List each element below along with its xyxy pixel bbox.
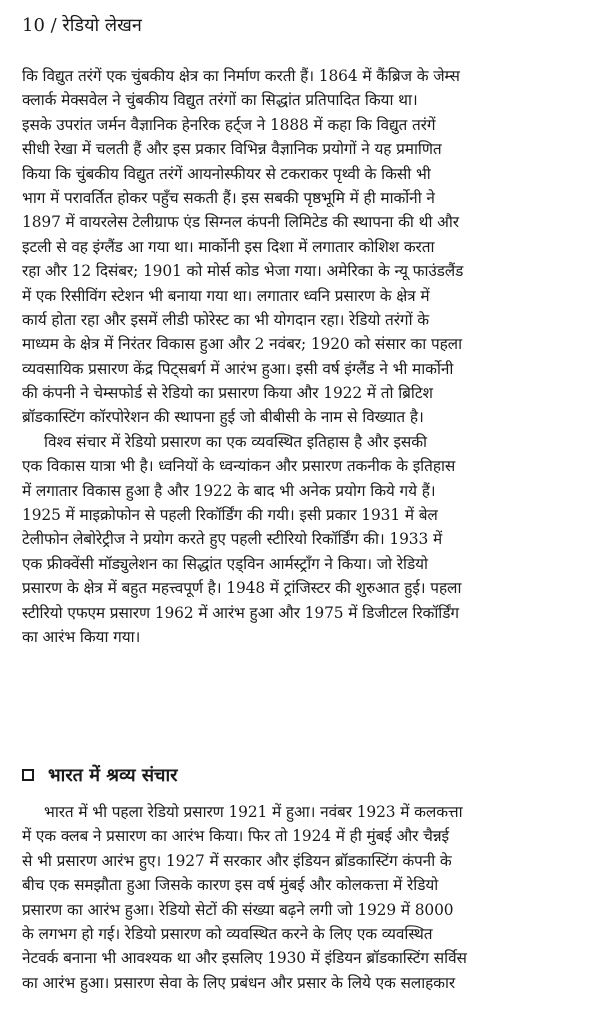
section-heading-text: भारत में श्रव्य संचार bbox=[48, 765, 178, 786]
text-line: में लगातार विकास हुआ है और 1922 के बाद भी अनेक प्रयोग किये गये हैं। bbox=[22, 481, 436, 500]
paragraph-india bbox=[22, 800, 582, 995]
text-line: माध्यम के क्षेत्र में निरंतर विकास हुआ और 2 नवंबर; 1920 को संसार का पहला bbox=[22, 335, 463, 354]
text-line: भाग में परावर्तित होकर पहुँच सकती हैं। इस सबकी पृष्ठभूमि में ही मार्कोनी ने bbox=[22, 188, 435, 207]
text-line: क्लार्क मेक्सवेल ने चुंबकीय विद्युत तरंगों का सिद्धांत प्रतिपादित किया था। bbox=[22, 91, 418, 110]
paragraph-history-1 bbox=[22, 64, 582, 430]
text-line: में एक रिसीविंग स्टेशन भी बनाया गया था। लगातार ध्वनि प्रसारण के क्षेत्र में bbox=[22, 286, 430, 305]
text-line: एक फ्रीक्वेंसी मॉड्युलेशन का सिद्धांत एड्विन आर्मस्ट्रॉंग ने किया। जो रेडियो bbox=[22, 554, 428, 573]
text-line: प्रसारण का आरंभ हुआ। रेडियो सेटों की संख्या बढ़ने लगी जो 1929 में 8000 bbox=[22, 900, 454, 919]
text-line: कार्य होता रहा और इसमें लीडी फोरेस्ट का भी योगदान रहा। रेडियो तरंगों के bbox=[22, 310, 429, 329]
text-line: भारत में भी पहला रेडियो प्रसारण 1921 में हुआ। नवंबर 1923 में कलकत्ता bbox=[44, 803, 463, 821]
article-body-india bbox=[22, 800, 582, 995]
text-line: बीच एक समझौता हुआ जिसके कारण इस वर्ष मुंबई और कोलकत्ता में रेडियो bbox=[22, 876, 439, 895]
text-line: टेलीफोन लेबोरेट्रीज ने प्रयोग करते हुए पहली स्टीरियो रिकॉर्डिंग की। 1933 में bbox=[22, 530, 443, 549]
text-line: के लगभग हो गई। रेडियो प्रसारण को व्यवस्थित करने के लिए एक व्यवस्थित bbox=[22, 924, 433, 943]
text-line: से भी प्रसारण आरंभ हुए। 1927 में सरकार और इंडियन ब्रॉडकास्टिंग कंपनी के bbox=[22, 851, 452, 870]
paragraph-history-2 bbox=[22, 430, 582, 650]
text-line: इटली से वह इंग्लैंड आ गया था। मार्कोनी इस दिशा में लगातार कोशिश करता bbox=[22, 237, 435, 256]
text-line: सीधी रेखा में चलती हैं और इस प्रकार विभिन्न वैज्ञानिक प्रयोगों ने यह प्रमाणित bbox=[22, 140, 442, 159]
text-line: में एक क्लब ने प्रसारण का आरंभ किया। फिर तो 1924 में ही मुंबई और चैन्नई bbox=[22, 827, 449, 846]
text-line: 1925 में माइक्रोफोन से पहली रिकॉर्डिंग की गयी। इसी प्रकार 1931 में बेल bbox=[22, 506, 438, 525]
text-line: का आरंभ किया गया। bbox=[22, 627, 141, 646]
text-line: की कंपनी ने चेम्सफोर्ड से रेडियो का प्रसारण किया और 1922 में तो ब्रिटिश bbox=[22, 384, 433, 403]
article-body bbox=[22, 64, 582, 649]
text-line: इसके उपरांत जर्मन वैज्ञानिक हेनरिक हर्ट्ज ने 1888 में कहा कि विद्युत तरंगें bbox=[22, 115, 436, 134]
text-line: स्टीरियो एफएम प्रसारण 1962 में आरंभ हुआ और 1975 में डिजीटल रिकॉर्डिंग bbox=[22, 603, 459, 622]
text-line: विश्व संचार में रेडियो प्रसारण का एक व्यवस्थित इतिहास है और इसकी bbox=[44, 432, 427, 451]
text-line: एक विकास यात्रा भी है। ध्वनियों के ध्वन्यांकन और प्रसारण तकनीक के इतिहास bbox=[22, 457, 456, 476]
text-line: नेटवर्क बनाना भी आवश्यक था और इसलिए 1930 में इंडियन ब्रॉडकास्टिंग सर्विस bbox=[22, 949, 467, 968]
square-bullet-icon bbox=[22, 769, 34, 781]
text-line: किया कि चुंबकीय विद्युत तरंगें आयनोस्फीयर से टकराकर पृथ्वी के किसी भी bbox=[22, 164, 431, 183]
text-line: 1897 में वायरलेस टेलीग्राफ एंड सिग्नल कंपनी लिमिटेड की स्थापना की थी और bbox=[22, 213, 459, 232]
text-line: कि विद्युत तरंगें एक चुंबकीय क्षेत्र का निर्माण करती हैं। 1864 में कैंब्रिज के जेम्स bbox=[22, 67, 460, 85]
text-line: रहा और 12 दिसंबर; 1901 को मोर्स कोड भेजा गया। अमेरिका के न्यू फाउंडलैंड bbox=[22, 262, 464, 281]
text-line: प्रसारण के क्षेत्र में बहुत महत्त्वपूर्ण है। 1948 में ट्रांजिस्टर की शुरुआत हुई। पहला bbox=[22, 579, 462, 598]
text-line: ब्रॉडकास्टिंग कॉरपोरेशन की स्थापना हुई जो बीबीसी के नाम से विख्यात है। bbox=[22, 408, 424, 427]
text-line: का आरंभ हुआ। प्रसारण सेवा के लिए प्रबंधन और प्रसार के लिये एक सलाहकार bbox=[22, 973, 456, 992]
page-header: 10 / रेडियो लेखन bbox=[22, 15, 142, 36]
text-line: व्यवसायिक प्रसारण केंद्र पिट्सबर्ग में आरंभ हुआ। इसी वर्ष इंग्लैंड ने भी मार्कोनी bbox=[22, 359, 454, 378]
section-heading bbox=[22, 763, 177, 787]
